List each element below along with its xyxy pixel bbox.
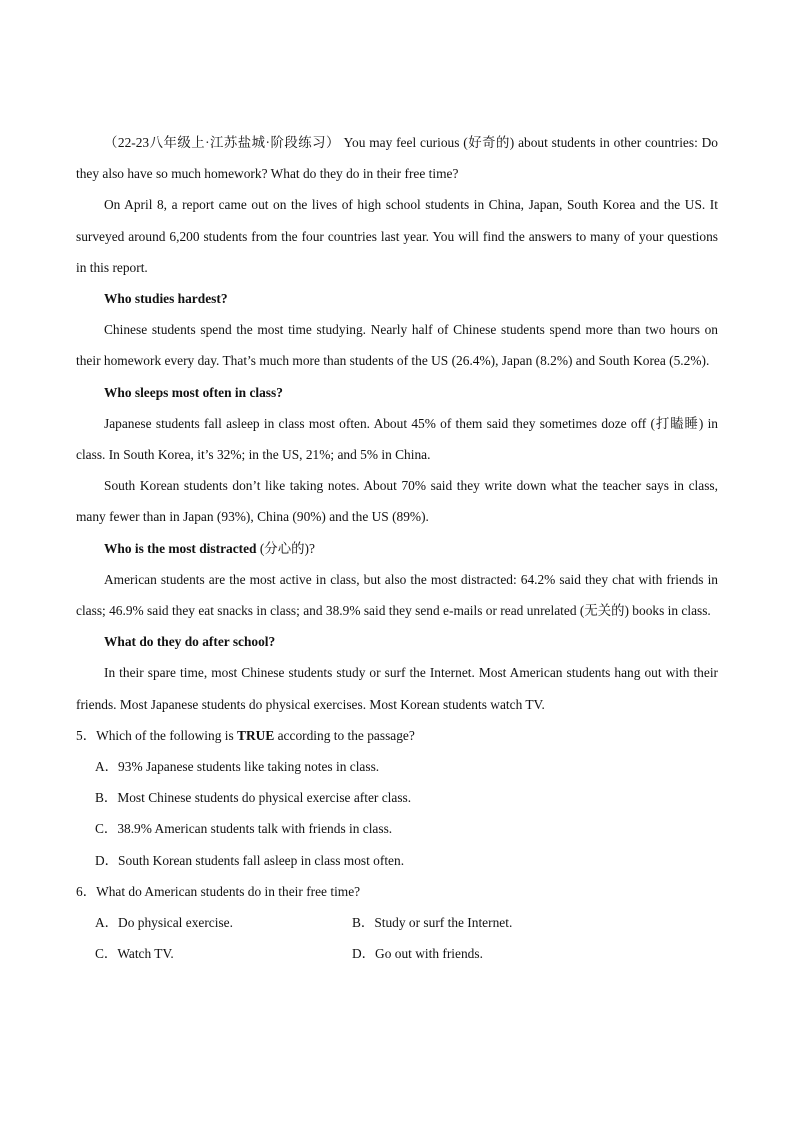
passage-paragraph-4: South Korean students don’t like taking notes. About 70% said they write down what the teacher says in class, many fewer than in Japan (93%), China (90%) and the US (89%). bbox=[76, 478, 718, 525]
section-heading-distracted-gloss: (分心的)? bbox=[256, 540, 315, 556]
question-6-stem: 6．What do American students do in their free time? bbox=[76, 883, 361, 899]
passage-intro: （22-23八年级上·江苏盐城·阶段练习） You may feel curious (好奇的) about students in other countries: Do they also have so much homework? What do they do in their free time? bbox=[76, 135, 718, 182]
question-5-option-a[interactable]: A．93% Japanese students like taking notes in class. bbox=[95, 759, 380, 775]
question-6-option-c[interactable]: C．Watch TV. bbox=[95, 946, 174, 962]
section-heading-after-school: What do they do after school? bbox=[104, 634, 276, 650]
question-6-options-row-2 bbox=[76, 938, 718, 969]
section-heading-studies: Who studies hardest? bbox=[104, 291, 228, 307]
question-5-keyword: TRUE bbox=[237, 727, 275, 743]
question-6-option-d[interactable]: D．Go out with friends. bbox=[352, 946, 483, 962]
worksheet-page bbox=[76, 127, 718, 969]
section-heading-sleeps: Who sleeps most often in class? bbox=[104, 384, 283, 400]
question-5-option-c[interactable]: C．38.9% American students talk with friends in class. bbox=[95, 821, 393, 837]
section-heading-distracted bbox=[76, 533, 718, 564]
passage-paragraph-3: Japanese students fall asleep in class most often. About 45% of them said they sometimes doze off (打瞌睡) in class. In South Korea, it’s 32%; in the US, 21%; and 5% in China. bbox=[76, 415, 718, 463]
question-6-options-row-1 bbox=[76, 907, 718, 938]
question-5-stem-post: according to the passage? bbox=[274, 727, 415, 743]
section-heading-distracted-text: Who is the most distracted bbox=[104, 540, 257, 556]
passage-paragraph-1: On April 8, a report came out on the lives of high school students in China, Japan, South Korea and the US. It surveyed around 6,200 students from the four countries last year. You will find the answers to many of your questions in this report. bbox=[76, 197, 718, 275]
question-6-option-a[interactable]: A．Do physical exercise. bbox=[95, 915, 233, 931]
question-6-option-b[interactable]: B．Study or surf the Internet. bbox=[352, 915, 513, 931]
passage-paragraph-6: In their spare time, most Chinese students study or surf the Internet. Most American students hang out with their friends. Most Japanese students do physical exercises. Most Korean students watch TV. bbox=[76, 665, 718, 712]
question-5-stem bbox=[76, 720, 718, 751]
passage-paragraph-5: American students are the most active in class, but also the most distracted: 64.2% said they chat with friends in class; 46.9% said they eat snacks in class; and 38.9% said they send e-mails or read unrelated (无关的) books in class. bbox=[76, 571, 718, 619]
passage-paragraph-2: Chinese students spend the most time studying. Nearly half of Chinese students spend more than two hours on their homework every day. That’s much more than students of the US (26.4%), Japan (8.2%) and South Korea (5.2%). bbox=[76, 322, 718, 369]
question-5-stem-pre: 5．Which of the following is bbox=[76, 727, 238, 743]
question-5-option-b[interactable]: B．Most Chinese students do physical exercise after class. bbox=[95, 790, 412, 806]
question-5-option-d[interactable]: D．South Korean students fall asleep in class most often. bbox=[95, 852, 405, 868]
